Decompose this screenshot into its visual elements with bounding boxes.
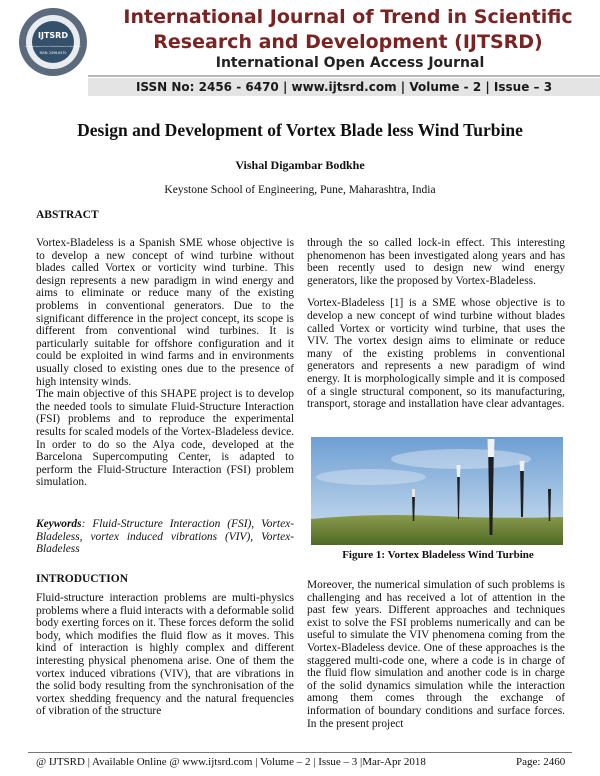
abstract-paragraph-2: The main objective of this SHAPE project is to develop the needed tools to simulate Fluid-Structure Interaction (FSI) problems and to reproduce the experimental results for scaled models of the Vortex-Bladeless device. In order to do so the Alya code, developed at the Barcelona Supercomputing Center, is adapted to perform the Fluid-Structure Interaction (FSI) problem simulation.	[36, 388, 294, 489]
journal-logo-icon	[18, 4, 88, 80]
journal-title-line2: Research and Development (IJTSRD)	[153, 31, 543, 53]
figure-caption: Figure 1: Vortex Bladeless Wind Turbine	[342, 549, 534, 561]
logo-text-acronym: IJTSRD	[38, 31, 68, 40]
keywords-label: Keywords	[36, 518, 82, 530]
page-number: Page: 2460	[516, 756, 566, 768]
right-column-bottom	[307, 579, 565, 730]
abstract-body	[36, 237, 294, 489]
right-paragraph-3: Moreover, the numerical simulation of such problems is challenging and has received a lot of attention in the past few years. Different approaches and techniques exist to solve the FSI problems numerically and can be useful to simulate the VIV phenomena coming from the Vortex-Bladeless device. One of these approaches is the staggered multi-code one, where a code is in charge of the fluid flow simulation and another code is in charge of the solid dynamics simulation while the interaction among them comes through the exchange of information of boundary conditions and surface forces. In the present project	[307, 579, 565, 730]
introduction-paragraph-1: Fluid-structure interaction problems are multi-physics problems where a fluid interacts with a deformable solid body exerting forces on it. These forces deform the solid body, which modifies the fluid flow as it moves. This kind of interaction is highly complex and different interesting physical phenomena arise. One of them the vortex induced vibrations (VIV), that are vibrations in the solid body resulting from the synchronisation of the vortex shedding frequency and the natural frequencies of vibration of the structure	[36, 592, 294, 718]
author-name: Vishal Digambar Bodkhe	[235, 158, 365, 172]
journal-subtitle: International Open Access Journal	[215, 55, 485, 71]
journal-header	[0, 0, 600, 100]
paper-title: Design and Development of Vortex Blade less Wind Turbine	[77, 120, 523, 140]
footer-rule	[28, 752, 572, 753]
right-paragraph-2: Vortex-Bladeless [1] is a SME whose objective is to develop a new concept of wind turbine without blades called Vortex or vorticity wind turbine, that uses the VIV. The vortex design aims to eliminate or reduce many of the existing problems in conventional generators and represents a new paradigm of wind energy. It is morphologically simple and it is composed of a single structural component, so its manufacturing, transport, storage and installation have clear advantages.	[307, 297, 565, 411]
introduction-heading: INTRODUCTION	[36, 573, 129, 585]
logo-text-issn: ISSN: 2456-6470	[39, 51, 67, 55]
right-column-top	[307, 237, 565, 411]
footer-text: @ IJTSRD | Available Online @ www.ijtsrd.com | Volume – 2 | Issue – 3 |Mar-Apr 2018	[36, 756, 426, 768]
header-rule	[88, 75, 600, 77]
keywords	[36, 518, 294, 556]
introduction-body	[36, 592, 294, 718]
keywords-text: : Fluid-Structure Interaction (FSI), Vortex-Bladeless, vortex induced vibrations (VIV), Vortex-Bladeless	[36, 518, 294, 556]
author-affiliation: Keystone School of Engineering, Pune, Maharashtra, India	[164, 184, 436, 196]
journal-title-line1: International Journal of Trend in Scientific	[123, 6, 573, 28]
issn-band: ISSN No: 2456 - 6470 | www.ijtsrd.com | Volume - 2 | Issue – 3	[88, 78, 600, 96]
logo-text-name: International Journal of Trend in Scientific Research and Development	[25, 47, 81, 48]
wind-turbine-photo	[311, 437, 563, 545]
abstract-paragraph-1: Vortex-Bladeless is a Spanish SME whose objective is to develop a new concept of wind turbine without blades called Vortex or vorticity wind turbine. This design represents a new paradigm in wind energy and aims to eliminate or reduce many of the existing problems in conventional generators. Due to the significant difference in the project concept, its scope is different from conventional wind turbines. It is particularly suitable for offshore configuration and it could be exploited in wind farms and in environments usually closed to existing ones due to the presence of high intensity winds.	[36, 237, 294, 388]
right-paragraph-1: through the so called lock-in effect. This interesting phenomenon has been investigated along years and has been recently used to design new wind energy generators, like the proposed by Vortex-Bladeless.	[307, 237, 565, 287]
abstract-heading: ABSTRACT	[36, 209, 99, 221]
